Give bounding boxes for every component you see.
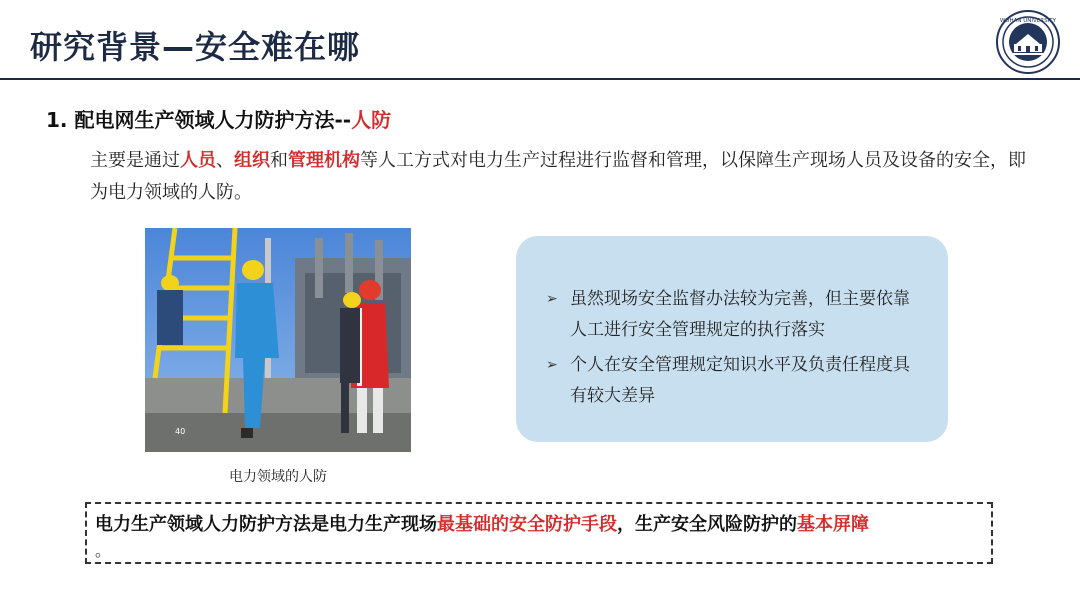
university-emblem-icon [996, 10, 1060, 74]
photo-timestamp: 40 [175, 427, 186, 436]
intro-part-2: 、 [216, 150, 234, 171]
intro-highlight-management: 管理机构 [288, 150, 360, 171]
workers-photo [145, 228, 411, 452]
list-item [546, 284, 926, 346]
conclusion-highlight-barrier: 基本屏障 [797, 514, 869, 535]
svg-text:WUHAN UNIVERSITY: WUHAN UNIVERSITY [1000, 18, 1056, 24]
conclusion-text [95, 510, 869, 536]
note-text-1: 虽然现场安全监督办法较为完善，但主要依靠人工进行安全管理规定的执行落实 [570, 289, 910, 340]
title-divider [0, 78, 1080, 80]
note-text-2: 个人在安全管理规定知识水平及负责任程度具有较大差异 [570, 355, 910, 406]
conclusion-highlight-basic-means: 最基础的安全防护手段 [437, 514, 617, 535]
conclusion-part-2: ，生产安全风险防护的 [617, 514, 797, 535]
intro-paragraph [90, 145, 1030, 209]
list-item [546, 350, 926, 412]
intro-highlight-organization: 组织 [234, 150, 270, 171]
arrow-bullet-icon: ➢ [546, 357, 558, 373]
section-heading [46, 104, 391, 133]
photo-caption: 电力领域的人防 [229, 469, 327, 485]
note-bubble [516, 236, 948, 442]
page-title: 研究背景—安全难在哪 [30, 28, 361, 66]
intro-part-1: 主要是通过 [90, 150, 180, 171]
arrow-bullet-icon: ➢ [546, 291, 558, 307]
section-heading-highlight: 人防 [351, 108, 392, 132]
intro-part-4: 等人工方式对电力生产过程进行监督和管理，以保障生产现场人员及设备的安全，即为电力领域的人防。 [90, 150, 1026, 203]
conclusion-callout [85, 502, 993, 564]
conclusion-part-1: 电力生产领域人力防护方法是电力生产现场 [95, 514, 437, 535]
note-list [546, 284, 926, 416]
conclusion-period: 。 [95, 541, 112, 560]
intro-part-3: 和 [270, 150, 288, 171]
intro-highlight-personnel: 人员 [180, 150, 216, 171]
section-heading-prefix: 1. 配电网生产领域人力防护方法-- [46, 108, 352, 132]
